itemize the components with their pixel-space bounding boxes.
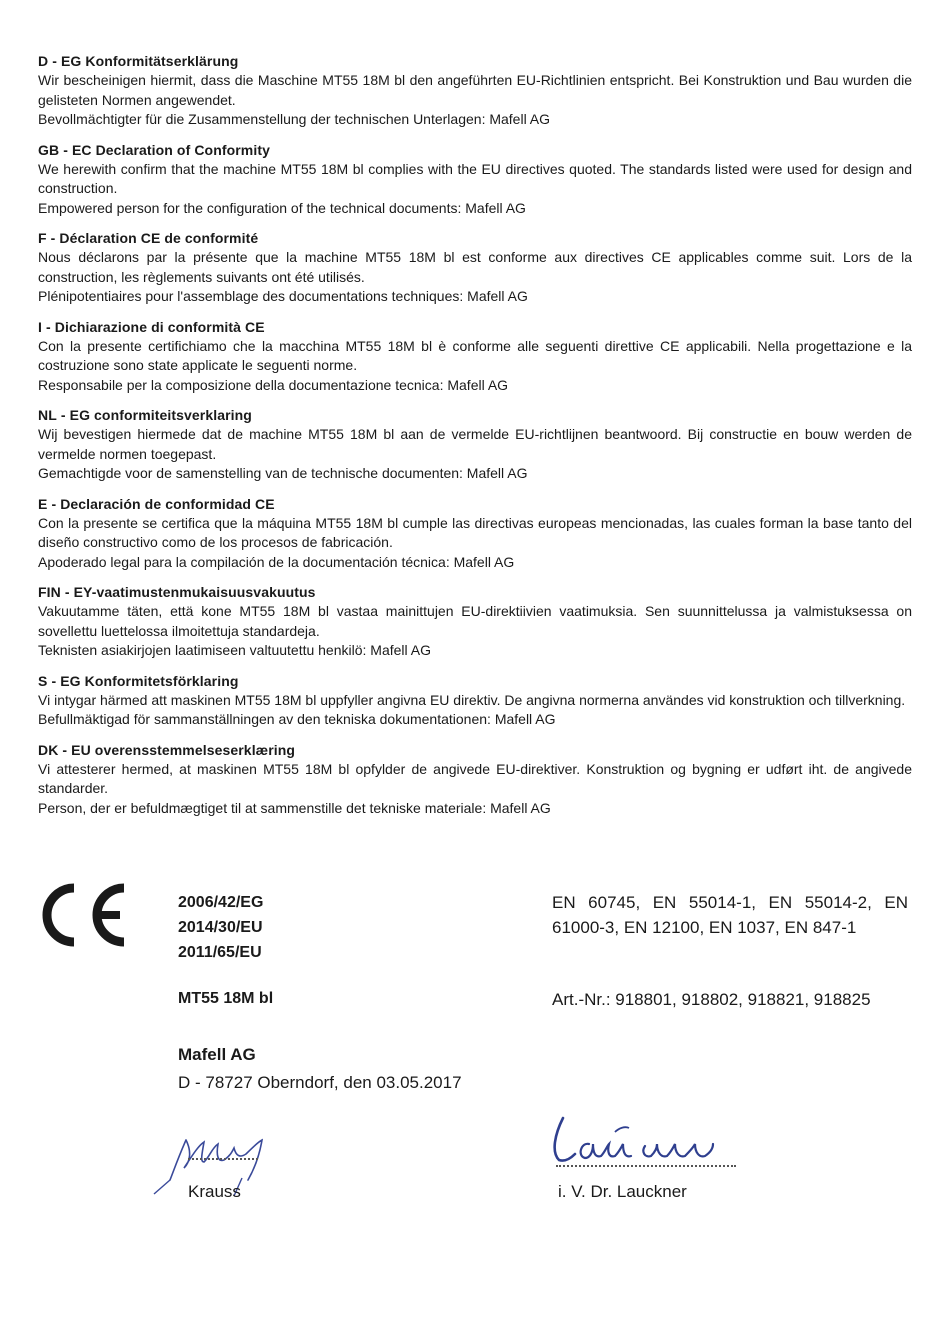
declaration-text: We herewith confirm that the machine MT55 18M bl complies with the EU directives quoted. The standards listed were used for design and construction. bbox=[38, 160, 912, 196]
language-code: DK bbox=[38, 741, 59, 758]
signatory-name: i. V. Dr. Lauckner bbox=[558, 1182, 687, 1201]
title-text: EG Konformitätserklärung bbox=[60, 53, 239, 69]
title-separator: - bbox=[48, 53, 61, 69]
ce-mark-icon bbox=[34, 880, 134, 950]
authorized-person: Person, der er befuldmægtiget til at sammenstille det tekniske materiale: Mafell AG bbox=[38, 799, 551, 816]
declaration-text: Con la presente certifichiamo che la macchina MT55 18M bl è conforme alle seguenti direttive CE applicabili. Nella progettazione e la costruzione sono state applicate le seguenti norme. bbox=[38, 337, 912, 373]
declaration-text: Wir bescheinigen hiermit, dass die Maschine MT55 18M bl den angeführten EU-Richtlinien entspricht. Bei Konstruktion und Bau wurden die gelisteten Normen angewendet. bbox=[38, 72, 912, 108]
directive: 2014/30/EU bbox=[178, 919, 263, 936]
title-separator: - bbox=[58, 741, 72, 758]
title-text: Dichiarazione di conformità CE bbox=[54, 318, 265, 335]
signatory-name: Krauss bbox=[188, 1182, 241, 1201]
directives-list bbox=[178, 890, 263, 965]
title-text: EG conformiteitsverklaring bbox=[69, 407, 252, 423]
authorized-person: Responsabile per la composizione della documentazione tecnica: Mafell AG bbox=[38, 376, 509, 393]
title-text: Déclaration CE de conformité bbox=[59, 230, 259, 246]
declaration-text: Vi attesterer hermed, at maskinen MT55 18M bl opfylder de angivede EU-direktiver. Konstruktion og bygning er udført iht. de angivede standarder. bbox=[38, 760, 912, 796]
title-separator: - bbox=[56, 407, 70, 423]
directive: 2006/42/EG bbox=[178, 894, 264, 911]
address-date: D - 78727 Oberndorf, den 03.05.2017 bbox=[178, 1073, 462, 1092]
language-code: S bbox=[38, 672, 48, 689]
signature-line bbox=[188, 1158, 258, 1160]
declaration-text: Vakuutamme täten, että kone MT55 18M bl vastaa mainittujen EU-direktiivien vaatimuksia. Sen suunnittelussa ja valmistuksessa on sovellettu luettelossa ilmoitettuja standardeja. bbox=[38, 603, 912, 639]
language-code: I bbox=[38, 318, 42, 335]
declaration-text: Vi intygar härmed att maskinen MT55 18M bl uppfyller angivna EU direktiv. De angivna normerna användes vid konstruktion och tillverkning. bbox=[38, 691, 906, 708]
company-name: Mafell AG bbox=[178, 1045, 256, 1064]
title-separator: - bbox=[46, 230, 60, 246]
language-code: D bbox=[38, 53, 49, 69]
authorized-person: Empowered person for the configuration of the technical documents: Mafell AG bbox=[38, 199, 526, 216]
directive: 2011/65/EU bbox=[178, 944, 262, 961]
standards-list: EN 60745, EN 55014-1, EN 55014-2, EN 61000-3, EN 12100, EN 1037, EN 847-1 bbox=[552, 893, 908, 937]
language-code: E bbox=[38, 495, 48, 512]
language-code: NL bbox=[38, 407, 57, 423]
authorized-person: Befullmäktigad för sammanställningen av den tekniska dokumentationen: Mafell AG bbox=[38, 711, 556, 727]
signature-line bbox=[556, 1165, 736, 1167]
title-text: Declaración de conformidad CE bbox=[60, 495, 275, 512]
title-separator: - bbox=[47, 672, 61, 689]
signature-lauckner bbox=[545, 1108, 735, 1178]
declaration-text: Con la presente se certifica que la máquina MT55 18M bl cumple las directivas europeas mencionadas, las cuales forman la base tanto del diseño constructivo como de los procesos de fabricación. bbox=[38, 514, 912, 550]
language-code: FIN bbox=[38, 584, 61, 600]
title-separator: - bbox=[42, 318, 55, 335]
title-separator: - bbox=[47, 495, 61, 512]
article-numbers: Art.-Nr.: 918801, 918802, 918821, 918825 bbox=[552, 990, 871, 1009]
title-text: EG Konformitetsförklaring bbox=[60, 672, 239, 689]
title-text: EU overensstemmelseserklæring bbox=[71, 741, 296, 758]
title-separator: - bbox=[60, 584, 74, 600]
authorized-person: Bevollmächtigter für die Zusammenstellung der technischen Unterlagen: Mafell AG bbox=[38, 111, 551, 127]
language-code: F bbox=[38, 230, 47, 246]
authorized-person: Apoderado legal para la compilación de la documentación técnica: Mafell AG bbox=[38, 553, 515, 570]
title-separator: - bbox=[59, 141, 72, 158]
language-code: GB bbox=[38, 141, 60, 158]
title-text: EY-vaatimustenmukaisuusvakuutus bbox=[73, 584, 316, 600]
model-name: MT55 18M bl bbox=[178, 990, 274, 1007]
title-text: EC Declaration of Conformity bbox=[71, 141, 270, 158]
authorized-person: Gemachtigde voor de samenstelling van de technische documenten: Mafell AG bbox=[38, 465, 528, 481]
authorized-person: Teknisten asiakirjojen laatimiseen valtuutettu henkilö: Mafell AG bbox=[38, 642, 431, 658]
declaration-text: Wij bevestigen hiermede dat de machine MT55 18M bl aan de vermelde EU-richtlijnen beantwoord. Bij constructie en bouw werden de vermelde normen toegepast. bbox=[38, 426, 912, 462]
declaration-text: Nous déclarons par la présente que la machine MT55 18M bl est conforme aux directives CE applicables comme suit. Lors de la construction, les règlements suivants ont été utilisés. bbox=[38, 249, 912, 285]
authorized-person: Plénipotentiaires pour l'assemblage des documentations techniques: Mafell AG bbox=[38, 288, 528, 304]
